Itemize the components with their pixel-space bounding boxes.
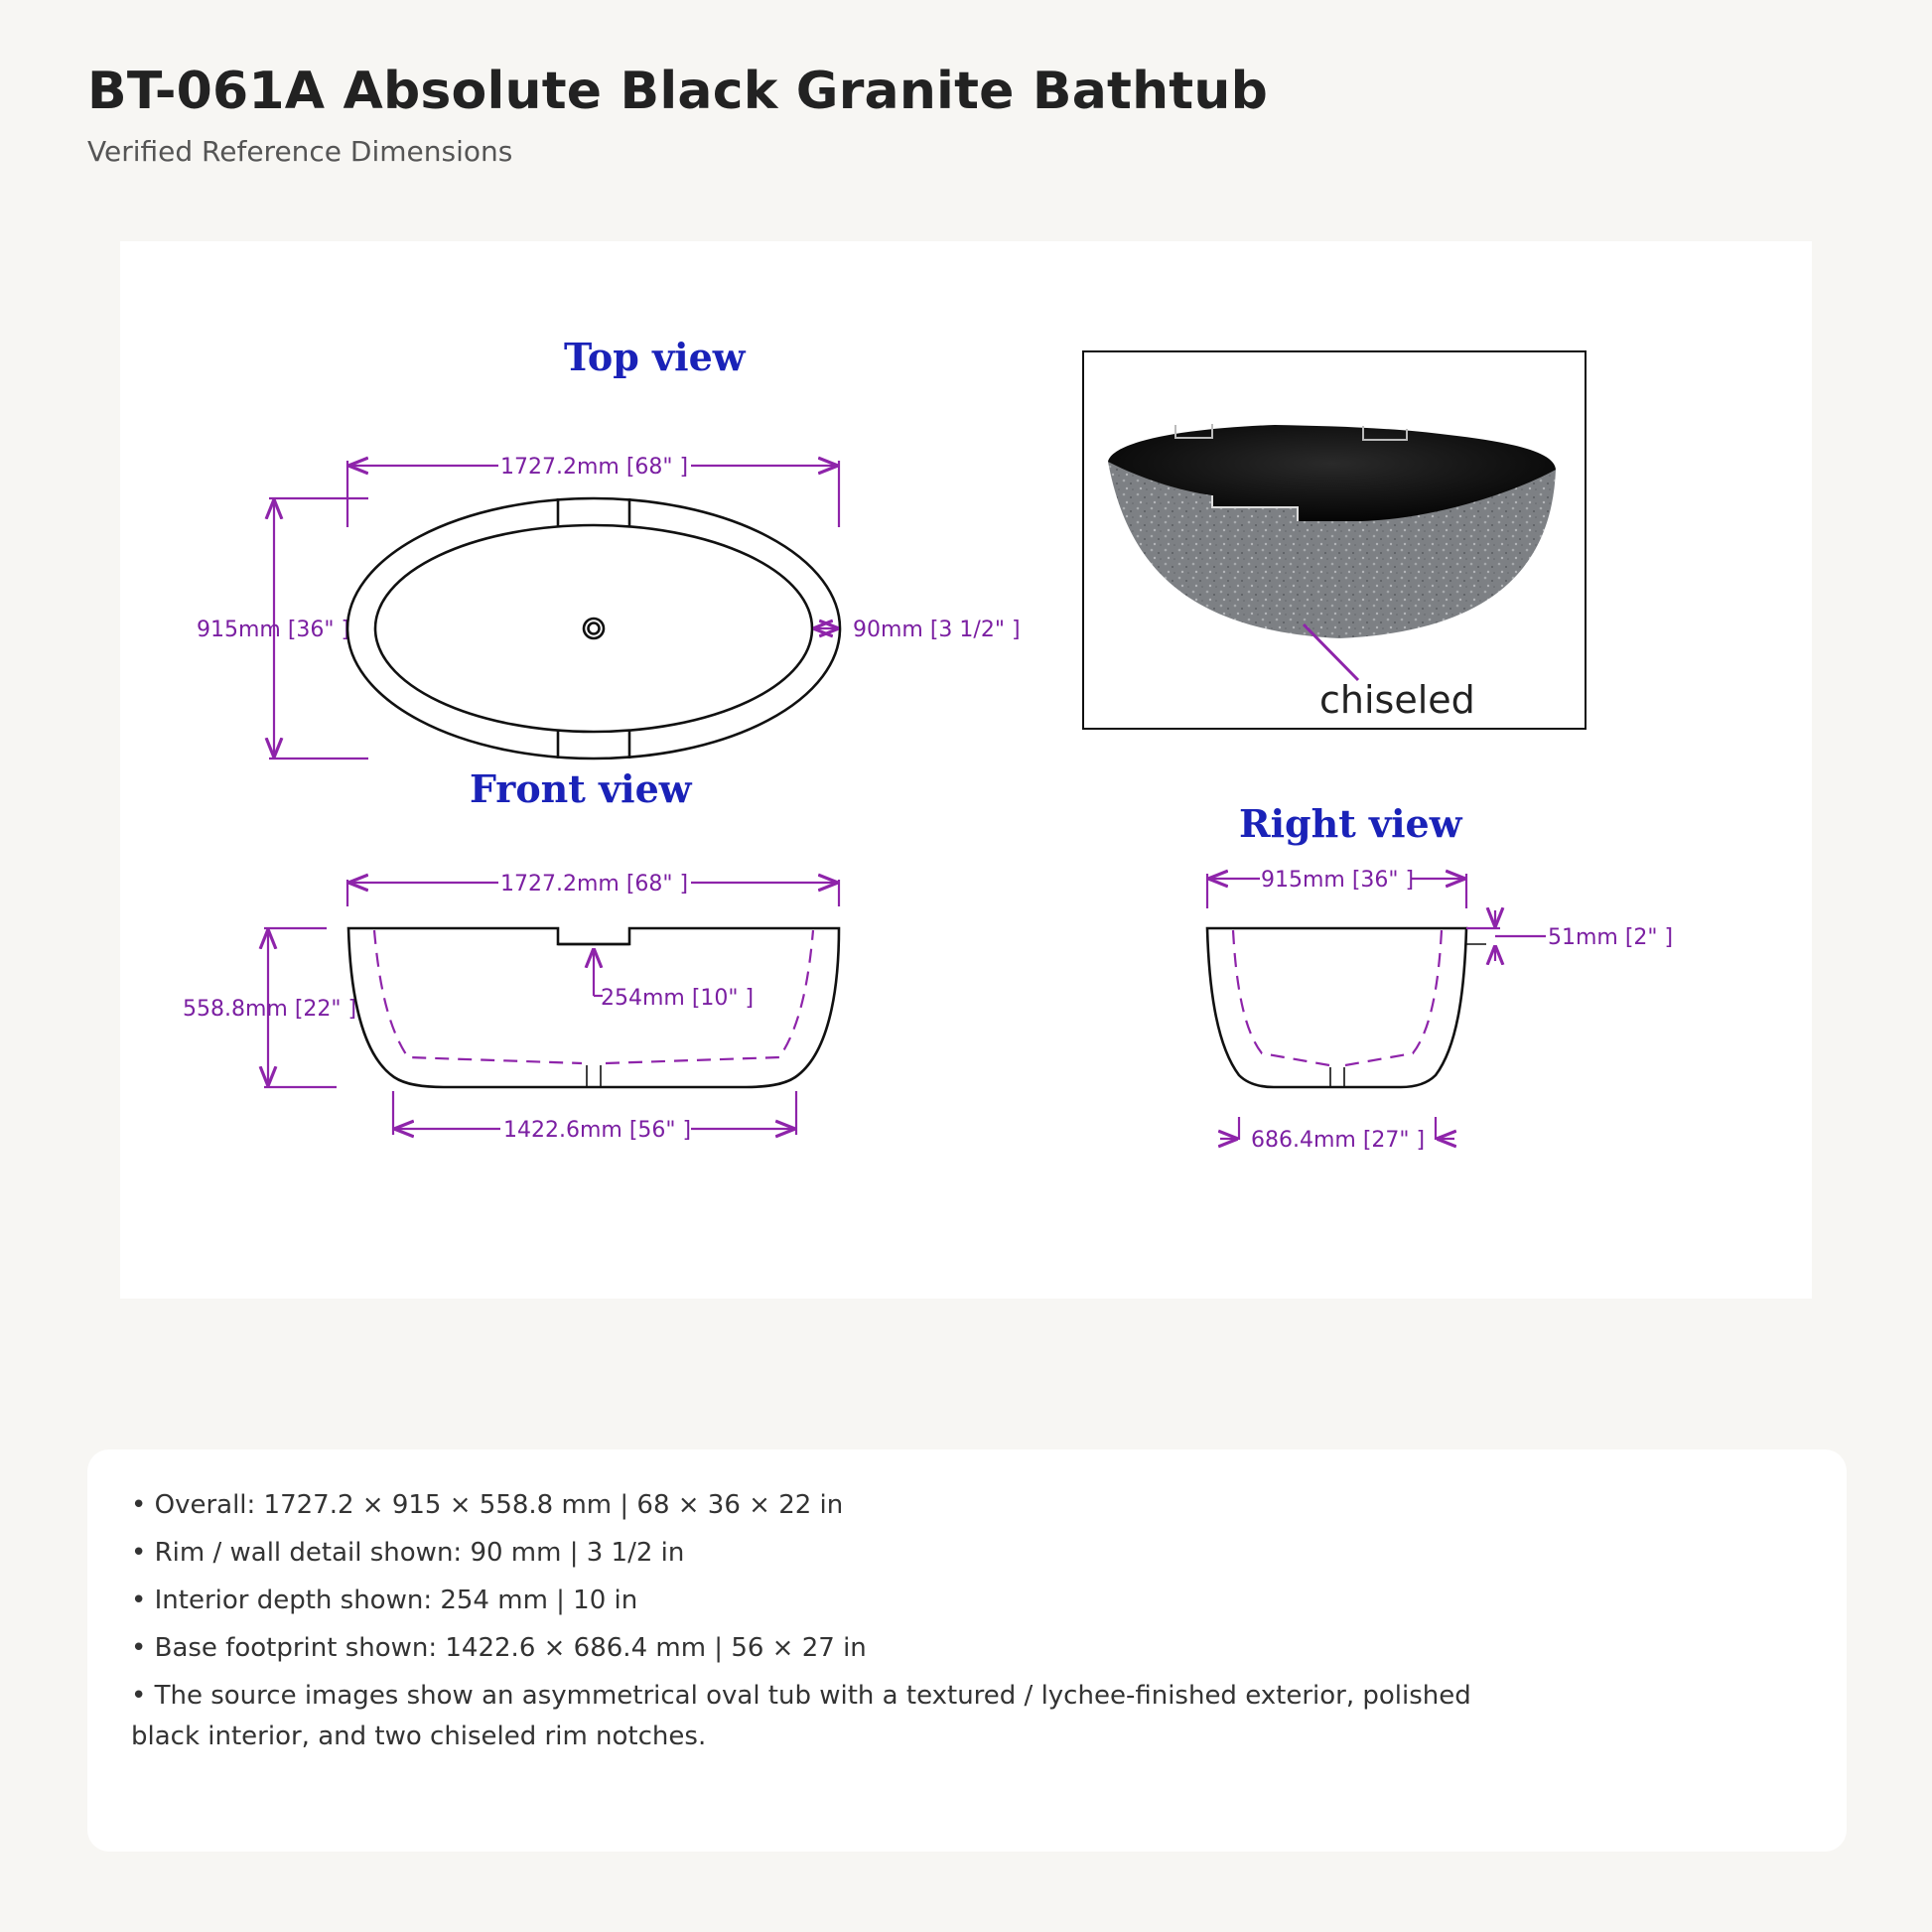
right-notch-label: 51mm [2" ]	[1548, 925, 1674, 950]
note-interior-depth: • Interior depth shown: 254 mm | 10 in	[131, 1586, 638, 1615]
drain-inner	[589, 623, 600, 634]
note-overall: • Overall: 1727.2 × 915 × 558.8 mm | 68 × 36 × 22 in	[131, 1490, 844, 1520]
technical-drawing	[120, 241, 1812, 1299]
front-height-label: 558.8mm [22" ]	[183, 997, 357, 1022]
top-inner-basin	[375, 525, 812, 732]
note-rim: • Rim / wall detail shown: 90 mm | 3 1/2 in	[131, 1538, 685, 1568]
note-description: • The source images show an asymmetrical oval tub with a textured / lychee-finished exterior, polished black interior, and two chiseled rim notches.	[131, 1681, 1471, 1751]
product-photo	[1083, 351, 1586, 729]
right-view-title: Right view	[1239, 801, 1462, 846]
front-base-label: 1422.6mm [56" ]	[503, 1118, 692, 1143]
right-outline	[1207, 928, 1466, 1087]
top-width-label: 915mm [36" ]	[197, 618, 350, 642]
drain-outer	[584, 619, 604, 638]
page-subtitle: Verified Reference Dimensions	[87, 135, 513, 168]
note-base-footprint: • Base footprint shown: 1422.6 × 686.4 mm | 56 × 27 in	[131, 1633, 867, 1663]
notes-card	[87, 1449, 1847, 1852]
front-notch-label: 254mm [10" ]	[601, 986, 755, 1011]
top-view-title: Top view	[564, 335, 746, 379]
front-view-title: Front view	[470, 766, 692, 811]
top-view	[197, 335, 1021, 759]
chiseled-label: chiseled	[1319, 678, 1475, 722]
front-length-label: 1727.2mm [68" ]	[500, 872, 689, 897]
top-rim-label: 90mm [3 1/2" ]	[853, 618, 1021, 642]
right-base-label: 686.4mm [27" ]	[1251, 1128, 1426, 1153]
right-view	[1207, 801, 1673, 1153]
top-length-label: 1727.2mm [68" ]	[500, 455, 689, 480]
front-view	[183, 766, 839, 1143]
page-title: BT-061A Absolute Black Granite Bathtub	[87, 62, 1269, 121]
right-hidden-interior	[1233, 930, 1442, 1065]
right-width-label: 915mm [36" ]	[1261, 868, 1415, 893]
drawing-panel	[120, 241, 1812, 1299]
notes-list	[87, 1449, 1847, 1757]
top-outer-rim	[347, 498, 840, 759]
